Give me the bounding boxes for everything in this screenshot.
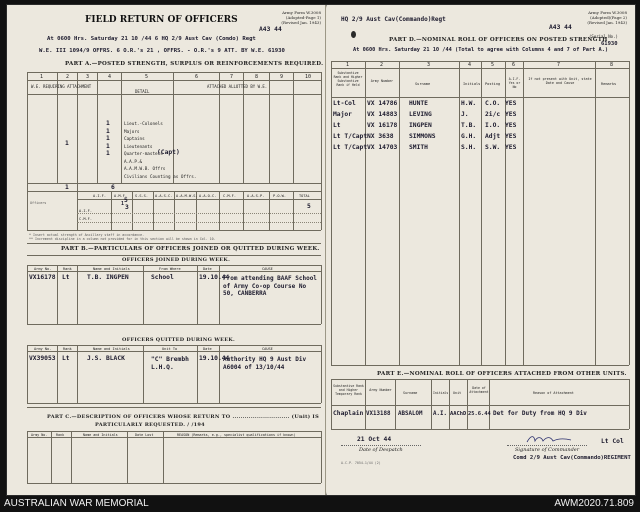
form-ref-line: (Revised Jan. 1943) [587,20,627,25]
quitted-col-label: Rank [63,347,72,351]
attached-heading: ATTACHED ALLOTTED BY W.E. [207,84,268,89]
note-1: * Insert actual strength of Ancillary staff in accordance. [29,233,145,237]
capt-note: (Capt) [157,149,180,156]
attached-rank: Chaplain [333,410,364,417]
part-c-col-label: REASON (Remarks, e.g., specialist qualifications if known) [177,433,296,437]
officer-initials: S.H. [461,144,477,151]
joined-name: T.B. INGPEN [87,274,129,281]
archive-footer [0,496,640,512]
arms-label: A.M.F. [114,194,127,198]
rank-label: A.A.P.& [124,159,143,165]
officer-posting: S.W. [485,144,501,151]
col-num: 6 [512,62,516,68]
part-e-col-label: Date of Attachment [469,386,489,394]
rank-count: 1 [106,135,110,142]
joined-heading: OFFICERS JOINED DURING WEEK. [122,257,231,263]
part-e-col-label: Reason of Attachment [533,391,574,395]
form-ref-line: (Revised Jan. 1943) [281,20,321,25]
officer-posting: Adjt [485,133,501,140]
rank-label: Lieutenants [124,144,153,150]
joined-col-label: Name and Initials [93,267,130,271]
entitled-value: 1 [65,140,69,147]
quitted-army-no: VX39053 [29,355,56,362]
arms-total: 5 [307,203,311,210]
joined-from: School [151,274,174,281]
arms-label: C.M.F. [223,194,236,198]
officer-initials: T.B. [461,122,477,129]
dispatch-date: 21 Oct 44 [357,436,392,443]
officer-rank: Lt T/Capt [333,133,368,140]
archive-accession: AWM2020.71.809 [554,498,634,509]
part-d-date-line: At 0600 Hrs. Saturday 21 10 /44 (Total to agree with Columns 4 and 7 of Part A.) [353,47,609,53]
rank-label: A.A.M.W.B. Offrs [124,167,166,172]
officer-surname: LEVING [409,111,432,118]
rank-label: Majors [124,129,140,135]
quitted-col-label: Name and Initials [93,347,130,351]
part-d-col-label: Army Number [370,79,394,83]
officer-number: VX 14883 [367,111,398,118]
arms-label: S.S.S. [135,194,148,198]
part-c-col-label: Army No. [31,433,48,437]
col-num: 3 [427,62,431,68]
arms-value: 5 [124,197,128,204]
form-ref-line: Army Form W.3008 [588,10,627,15]
attached-date: 25.6.44 [468,411,491,417]
rank-count: 1 [106,150,110,157]
officer-aif: YES [505,144,517,151]
part-d-col-label: Remarks [601,82,617,86]
part-d-col-label: Substantive Rank and Higher Substantive Rank if Held [333,71,363,87]
arms-row-label: C.M.F. [79,217,92,221]
col-num: 10 [305,74,312,80]
arms-value: 3 [125,204,129,211]
officer-number: NX 3638 [367,133,394,140]
part-e-col-label: Surname [403,391,418,395]
officer-aif: YES [505,133,517,140]
joined-army-no: VX16178 [29,274,56,281]
rank-counts [106,120,110,158]
arms-row-label: A.I.F. [79,209,92,213]
officer-number: VX 14786 [367,100,398,107]
officer-surname: SIMMONS [409,133,436,140]
quitted-col-label: CAUSE [262,347,273,351]
officer-initials: H.W. [461,100,477,107]
attached-unit: AAChD [450,411,467,417]
joined-col-label: CAUSE [262,267,273,271]
archive-name: AUSTRALIAN WAR MEMORIAL [4,498,149,509]
dispatch-label: Date of Despatch [359,447,403,453]
col-num: 4 [108,74,112,80]
col-num: 1 [346,62,350,68]
joined-col-label: Army No. [34,267,52,271]
note-2: ** Increment discipline in a column not provided for in this section will be shown in Col. 10. [29,237,216,241]
scanned-document [6,4,636,496]
form-ref-line: (Adopted)(Page 2) [590,15,627,20]
officer-rank: Lt-Col [333,100,356,107]
attached-number: VX13188 [366,411,391,417]
officer-aif: YES [505,111,517,118]
quitted-name: J.S. BLACK [87,355,125,362]
arms-label: A.I.F. [93,194,106,198]
officer-number: VX 14703 [367,144,398,151]
punch-hole [351,31,356,38]
quitted-rank: Lt [62,355,70,362]
col-num: 9 [280,74,284,80]
part-d-col-label: Initials [463,82,481,86]
part-e-col-label: Initials [433,391,449,395]
joined-col-label: From Where [159,267,181,271]
quitted-col-label: Date [203,347,212,351]
officer-surname: SMITH [409,144,428,151]
col-num: 8 [255,74,259,80]
form-ref-line: (Adopted-Page 1) [285,15,321,20]
arms-caption: Officers [30,201,47,205]
col-num: 7 [230,74,234,80]
part-d-heading: PART D.—NOMINAL ROLL OF OFFICERS ON POSTED STRENGTH [389,37,608,43]
total-right: 6 [111,184,115,191]
unit-header: HQ 2/9 Aust Cav(Commando)Regt [341,16,446,23]
form-ref-line: Army Form W.3008 [282,10,321,15]
serial-label: (Serial No.) [589,34,618,39]
quitted-col-label: Army No. [34,347,52,351]
quitted-date: 19.10.44 [199,355,230,362]
war-establishment-line: W.E. III 1094/9 OFFRS. 6 O.R.'s 21 , OFFRS. - O.R.'s 9 ATT. BY W.E. 61930 [39,48,285,54]
quitted-cause: Authority HQ 9 Aust Div A6004 of 13/10/44 [223,356,307,371]
rank-label: Civilians Counting as Offrs. [124,174,197,180]
officer-number: VX 16178 [367,122,398,129]
commander-line: Comd 2/9 Aust Cav(Commando)REGIMENT [513,455,631,461]
part-c-col-label: Date Lost [135,433,154,437]
signature-label: Signature of Commander [515,447,580,453]
unit-code-right: A43 44 [549,24,572,31]
arms-label: A.A.M.W.S. [176,194,198,198]
part-c-heading: PART C.—DESCRIPTION OF OFFICERS WHOSE RETURN TO ............................ (Unit) IS [47,414,319,420]
officer-surname: HUNTE [409,100,428,107]
form-title: FIELD RETURN OF OFFICERS [85,15,238,25]
joined-date: 19.10.44 [199,274,230,281]
part-e-col-label: Substantive Rank and Higher Temporary Rank [333,384,364,396]
detail-label: DETAIL [135,89,150,94]
officer-posting: 2i/c [485,111,501,118]
rank-count: 1 [106,120,110,127]
print-reference: A.C.P. 7054-1/44 (2) [341,461,381,465]
col-num: 7 [557,62,561,68]
col-num: 6 [195,74,199,80]
col-num: 1 [40,74,44,80]
officer-posting: I.O. [485,122,501,129]
attached-reason: Det for Duty from HQ 9 Div [493,410,587,417]
joined-cause: From attending BAAF School of Army Co-op Course No 50, CANBERRA [223,275,317,297]
attached-initials: A.I. [433,411,447,417]
part-d-col-label: Posting [485,82,501,86]
commander-signature [525,433,575,445]
col-num: 2 [380,62,384,68]
col-num: 3 [86,74,90,80]
arms-label: P.O.W. [273,194,286,198]
page-1 [7,5,326,495]
quitted-col-label: Unit To [162,347,178,351]
rank-count: 1 [106,142,110,150]
col-num: 8 [610,62,614,68]
quitted-to: "C" Brembh L.H.Q. [151,356,189,371]
total-left: 1 [65,184,69,191]
unit-code: A43 44 [259,26,282,33]
rank-label: Lieut.-Colonels [124,122,163,127]
joined-col-label: Rank [63,267,72,271]
code-right: 61930 [601,41,618,47]
arms-value: 1 [121,201,125,207]
form-ref-left [263,10,321,25]
officer-rank: Lt T/Capt [333,144,368,151]
attached-surname: ABSALOM [398,411,423,417]
part-c-col-label: Rank [56,433,65,437]
rank-count: 1 [106,127,110,135]
col-num: 4 [468,62,472,68]
officer-rank: Major [333,111,352,118]
joined-col-label: Date [203,267,212,271]
officer-posting: C.O. [485,100,501,107]
arms-label: A.A.S.P. [247,194,265,198]
part-e-col-label: Army Number [369,388,392,392]
part-c-col-label: Name and Initials [83,433,118,437]
col-num: 5 [491,62,495,68]
part-e-heading: PART E.—NOMINAL ROLL OF OFFICERS ATTACHED FROM OTHER UNITS. [377,371,627,377]
rank-label: Captains [124,137,145,142]
arms-label: TOTAL [299,194,310,198]
officer-rank: Lt [333,122,341,129]
part-a-heading: PART A.—POSTED STRENGTH, SURPLUS OR REINFORCEMENTS REQUIRED. [65,61,324,67]
rank-label: Quarter-masters [124,152,163,157]
we-heading: W.E. REQUIRING ATTACHMENT [31,84,92,89]
officer-initials: G.H. [461,133,477,140]
col-num: 2 [66,74,70,80]
officer-aif: YES [505,100,517,107]
signature-rank: Lt Col [601,438,624,445]
part-d-col-label: If not present with Unit, state Date and Cause [528,77,592,85]
part-e-col-label: Unit [453,391,462,395]
form-ref-right [567,10,627,25]
part-c-subheading: PARTICULARLY REQUESTED. / /194 [95,422,205,428]
quitted-heading: OFFICERS QUITTED DURING WEEK. [122,337,236,343]
joined-rank: Lt [62,274,70,281]
officer-surname: INGPEN [409,122,432,129]
return-date-line: At 0600 Hrs. Saturday 21 10 /44 6 HQ 2/9 Aust Cav (Comdo) Regt [47,36,256,42]
officer-aif: YES [505,122,517,129]
part-b-heading: PART B.—PARTICULARS OF OFFICERS JOINED OR QUITTED DURING WEEK. [61,246,320,252]
part-d-col-label: A.I.F. Yes or No [508,77,521,89]
page-2 [327,5,635,495]
arms-label: A.A.S.C. [155,194,173,198]
arms-label: A.A.O.C. [199,194,217,198]
part-d-col-label: Surname [415,82,431,86]
col-num: 5 [145,74,149,80]
officer-initials: J. [461,111,469,118]
